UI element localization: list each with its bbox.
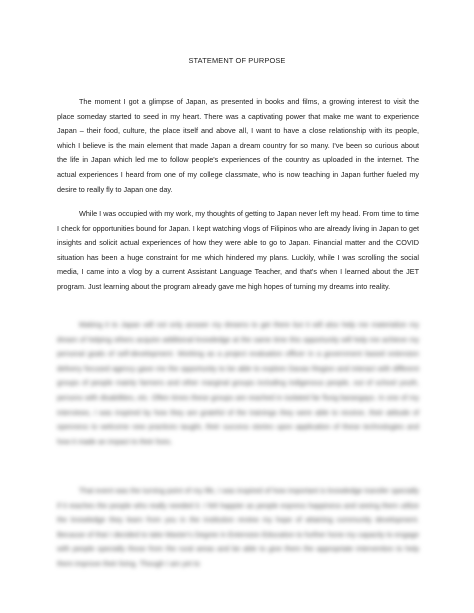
blurred-paragraph-1 [57,318,419,449]
blurred-paragraph-2 [57,484,419,572]
blurred-paragraph-2-text: That event was the turning point of my life, I was inspired of how important is knowledge transfer specially if it reaches the people who really needed it. I felt happier as people express happiness and seeing them utilize the knowledge they learn from you in the institution review my hope of attaining community development. Because of that I decided to take Master's Degree in Extension Education to further hone my capacity to engage with people specially those from the rural areas and be able to give them the appropriate intervention to help them improve their living. Though I am yet to [57,486,419,568]
paragraph-2-text: While I was occupied with my work, my thoughts of getting to Japan never left my head. From time to time I check for opportunities bound for Japan. I kept watching vlogs of Filipinos who are already living in Japan to get insights and solicit actual experiences of how they were able to go to Japan. Financial matter and the COVID situation has been a huge constraint for me which hindered my plans. Luckily, while I was scrolling the social media, I came into a vlog by a current Assistant Language Teacher, and that's when I learned about the JET program. Just learning about the program already gave me high hopes of turning my dreams into reality. [57,209,419,291]
blurred-paragraph-1-text: Making it to Japan will not only answer my dreams to get there but it will also help me materialize my dream of helping others acquire additional knowledge at the same time this opportunity will help me achieve my personal goals of self-development. Working as a project evaluation officer in a government based extension delivery focused agency gave me the opportunity to be able to explore Davao Region and interact with different groups of people mainly farmers and other marginal groups including indigenous people, out of school youth, persons with disabilities, etc. Often times these groups are reached in isolated far flung barangays. In one of my interviews, I was inspired by how they are grateful of the trainings they were able to receive, their attitude of openness to welcome new practices taught, their success stories upon application of these technologies and how it made an impact to their lives. [57,320,419,446]
document-title: STATEMENT OF PURPOSE [188,56,286,65]
paragraph-1-text: The moment I got a glimpse of Japan, as presented in books and films, a growing interest to visit the place someday started to seed in my heart. There was a captivating power that make me want to experience Japan – their food, culture, the place itself and above all, I want to have a close relationship with its people, which I believe is the main element that made Japan a dream country for so many. I've been so curious about the life in Japan which led me to follow people's experiences of the country as uploaded in the internet. The actual experiences I heard from one of my college classmate, who is now teaching in Japan further fueled my desire to really fly to Japan one day. [57,97,419,194]
paragraph-1 [57,95,419,197]
paragraph-2 [57,207,419,295]
